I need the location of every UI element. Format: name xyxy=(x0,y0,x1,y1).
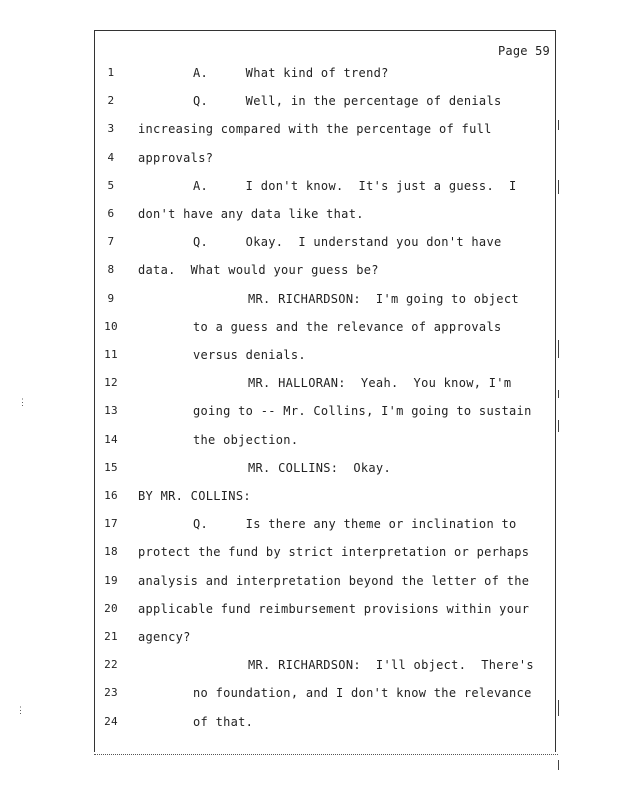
line-text: data. What would your guess be? xyxy=(138,263,379,278)
line-number: 7 xyxy=(107,235,115,249)
line-text: no foundation, and I don't know the relevance xyxy=(193,686,532,701)
line-number: 9 xyxy=(107,291,115,305)
line-text: the objection. xyxy=(193,432,299,447)
margin-tick xyxy=(558,700,559,716)
line-number: 13 xyxy=(104,404,118,418)
transcript-line xyxy=(94,207,554,227)
transcript-line xyxy=(94,122,554,142)
line-text: MR. RICHARDSON: I'm going to object xyxy=(248,291,519,306)
line-number: 3 xyxy=(107,122,115,136)
line-text: agency? xyxy=(138,630,191,644)
bottom-rule xyxy=(94,754,558,757)
line-number: 11 xyxy=(104,348,118,361)
line-text: approvals? xyxy=(138,150,214,165)
line-number: 15 xyxy=(104,460,118,474)
transcript-line xyxy=(94,461,554,481)
line-text: MR. RICHARDSON: I'll object. There's xyxy=(248,658,534,673)
line-number: 10 xyxy=(104,319,118,333)
line-text: of that. xyxy=(193,714,254,729)
transcript-line xyxy=(94,348,554,368)
line-number: 16 xyxy=(104,489,118,502)
line-number: 6 xyxy=(107,207,115,220)
margin-tick xyxy=(558,120,559,130)
line-text: applicable fund reimbursement provisions within your xyxy=(138,601,530,616)
line-number: 2 xyxy=(107,94,115,108)
transcript-line xyxy=(94,179,554,199)
line-text: A. I don't know. It's just a guess. I xyxy=(193,178,517,193)
left-margin-mark: ⋮ xyxy=(16,706,25,716)
margin-tick xyxy=(558,180,559,194)
transcript-line xyxy=(94,320,554,340)
line-text: to a guess and the relevance of approvals xyxy=(193,319,502,334)
margin-tick xyxy=(558,390,559,398)
line-text: Q. Is there any theme or inclination to xyxy=(193,517,517,532)
transcript-line xyxy=(94,517,554,537)
line-text: analysis and interpretation beyond the letter of the xyxy=(138,573,530,588)
line-number: 14 xyxy=(104,432,118,446)
line-number: 8 xyxy=(107,263,115,277)
transcript-line xyxy=(94,658,554,678)
transcript-line xyxy=(94,235,554,255)
line-number: 18 xyxy=(104,545,118,559)
line-text: MR. COLLINS: Okay. xyxy=(248,460,391,475)
line-number: 20 xyxy=(104,601,118,615)
line-text: don't have any data like that. xyxy=(138,207,364,221)
line-text: protect the fund by strict interpretation or perhaps xyxy=(138,545,530,560)
transcript-line xyxy=(94,263,554,283)
transcript-line xyxy=(94,66,554,86)
transcript-line xyxy=(94,404,554,424)
line-number: 4 xyxy=(107,150,115,164)
line-number: 22 xyxy=(104,658,118,672)
line-text: increasing compared with the percentage of full xyxy=(138,122,492,137)
line-text: Q. Well, in the percentage of denials xyxy=(193,94,502,109)
line-text: going to -- Mr. Collins, I'm going to sustain xyxy=(193,404,532,419)
margin-tick xyxy=(558,760,559,770)
line-number: 17 xyxy=(104,517,118,531)
line-text: A. What kind of trend? xyxy=(193,66,389,80)
line-number: 23 xyxy=(104,686,118,700)
transcript-line xyxy=(94,545,554,565)
line-text: Q. Okay. I understand you don't have xyxy=(193,235,502,250)
line-number: 21 xyxy=(104,630,118,643)
line-number: 19 xyxy=(104,573,118,587)
transcript-line xyxy=(94,151,554,171)
margin-tick xyxy=(558,340,559,358)
left-margin-mark: ⋮ xyxy=(18,398,27,408)
line-number: 5 xyxy=(107,178,115,192)
transcript-line xyxy=(94,376,554,396)
transcript-line xyxy=(94,574,554,594)
transcript-line xyxy=(94,489,554,509)
transcript-line xyxy=(94,94,554,114)
page-number: Page 59 xyxy=(498,44,550,58)
transcript-line xyxy=(94,715,554,735)
line-number: 1 xyxy=(107,66,115,79)
transcript-line xyxy=(94,602,554,622)
line-text: versus denials. xyxy=(193,348,306,362)
line-text: MR. HALLORAN: Yeah. You know, I'm xyxy=(248,376,512,391)
transcript-line xyxy=(94,433,554,453)
line-text: BY MR. COLLINS: xyxy=(138,489,251,503)
transcript-line xyxy=(94,292,554,312)
transcript-line xyxy=(94,630,554,650)
transcript-line xyxy=(94,686,554,706)
right-margin-marks xyxy=(558,60,562,760)
line-number: 24 xyxy=(104,714,118,728)
margin-tick xyxy=(558,420,559,432)
line-number: 12 xyxy=(104,376,118,390)
